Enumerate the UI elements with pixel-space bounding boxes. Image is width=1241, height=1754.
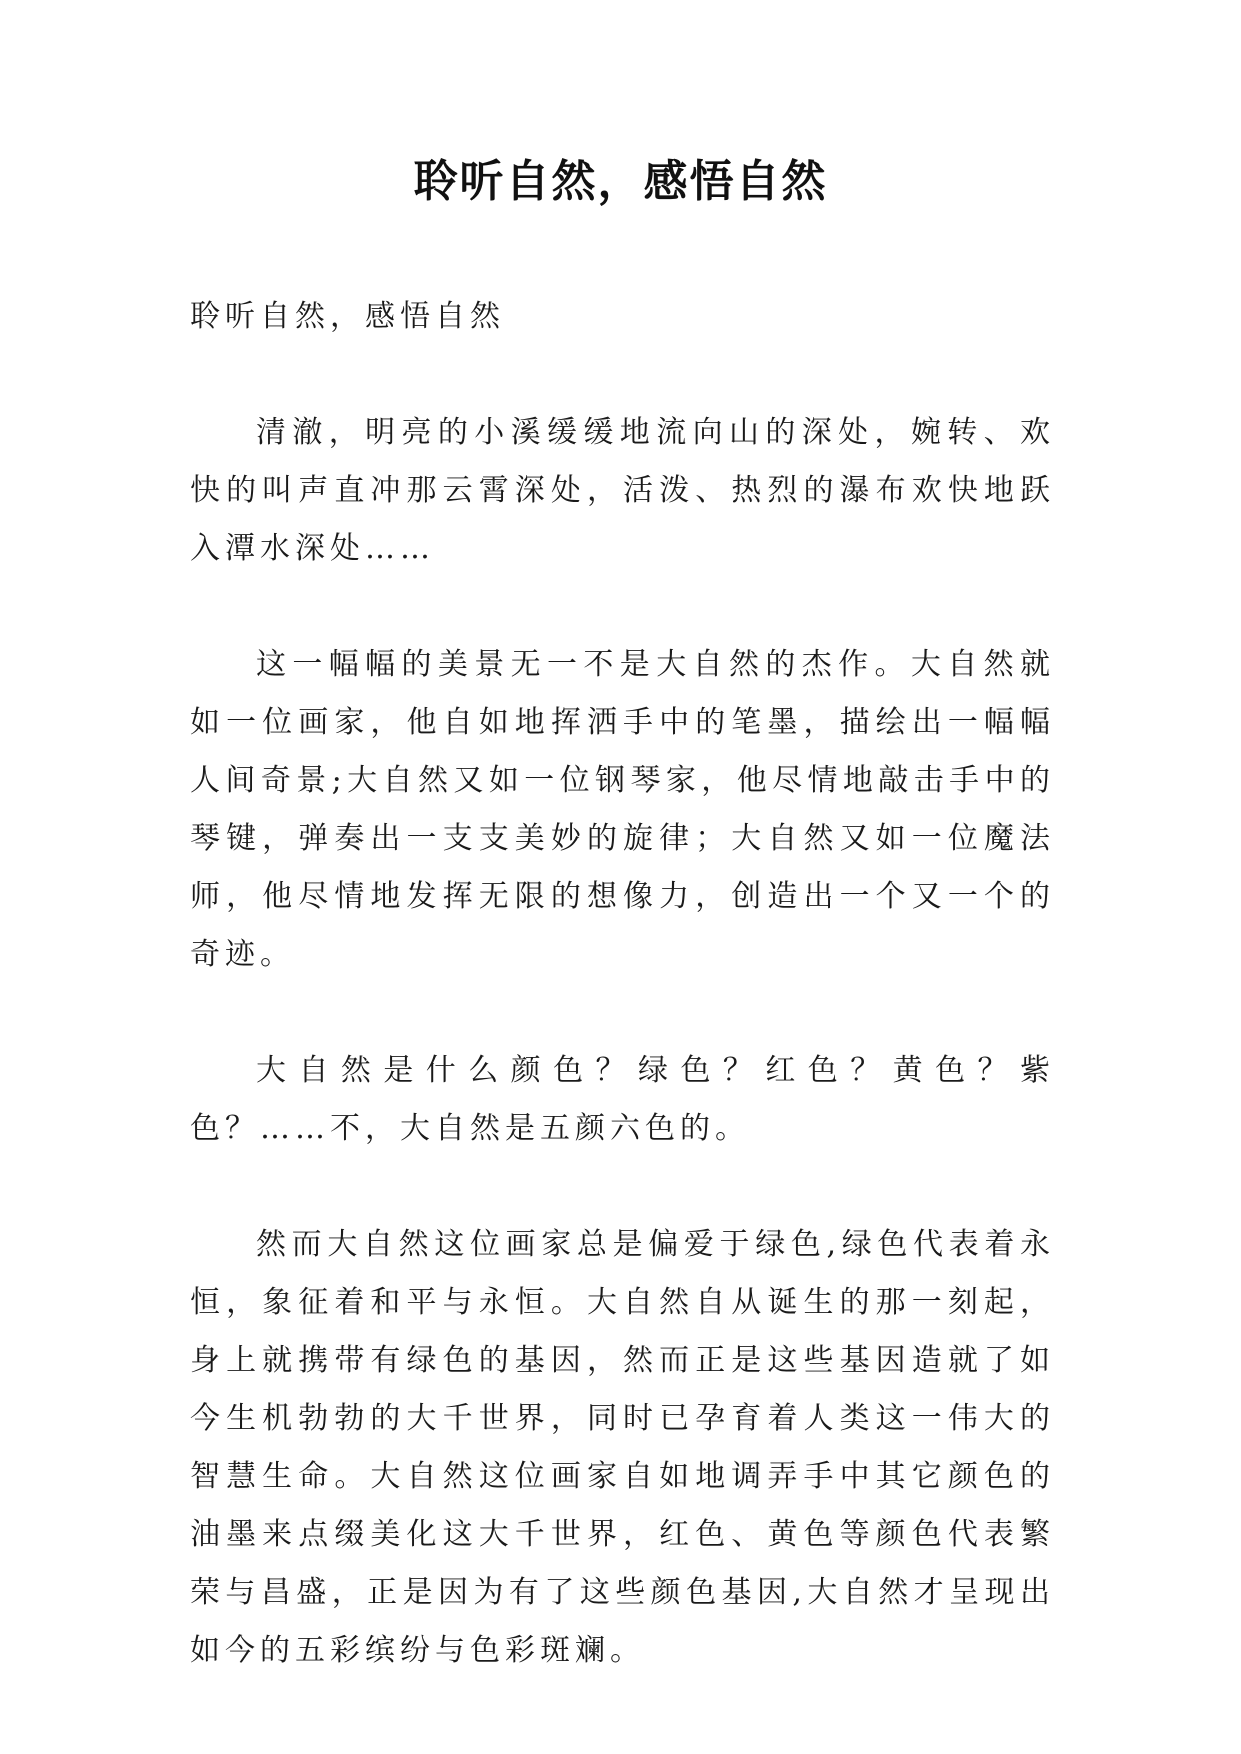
paragraph-2: 这一幅幅的美景无一不是大自然的杰作。大自然就如一位画家，他自如地挥洒手中的笔墨，描绘出一幅幅人间奇景;大自然又如一位钢琴家，他尽情地敲击手中的琴键，弹奏出一支支美妙的旋律；大自然又如一位魔法师，他尽情地发挥无限的想像力，创造出一个又一个的奇迹。 xyxy=(190,647,1055,972)
paragraph-1: 清澈，明亮的小溪缓缓地流向山的深处，婉转、欢快的叫声直冲那云霄深处，活泼、热烈的瀑布欢快地跃入潭水深处…… xyxy=(190,415,1055,566)
document-title: 聆听自然，感悟自然 xyxy=(413,156,828,207)
paragraph-4: 然而大自然这位画家总是偏爱于绿色,绿色代表着永恒，象征着和平与永恒。大自然自从诞生的那一刻起，身上就携带有绿色的基因，然而正是这些基因造就了如今生机勃勃的大千世界，同时已孕育着人类这一伟大的智慧生命。大自然这位画家自如地调弄手中其它颜色的油墨来点缀美化这大千世界，红色、黄色等颜色代表繁荣与昌盛，正是因为有了这些颜色基因,大自然才呈现出如今的五彩缤纷与色彩斑斓。 xyxy=(190,1227,1055,1668)
document-body xyxy=(190,288,1055,1738)
paragraph-3: 大自然是什么颜色？绿色？红色？黄色？紫色？……不，大自然是五颜六色的。 xyxy=(190,1053,1055,1146)
document-subtitle: 聆听自然，感悟自然 xyxy=(190,299,505,334)
